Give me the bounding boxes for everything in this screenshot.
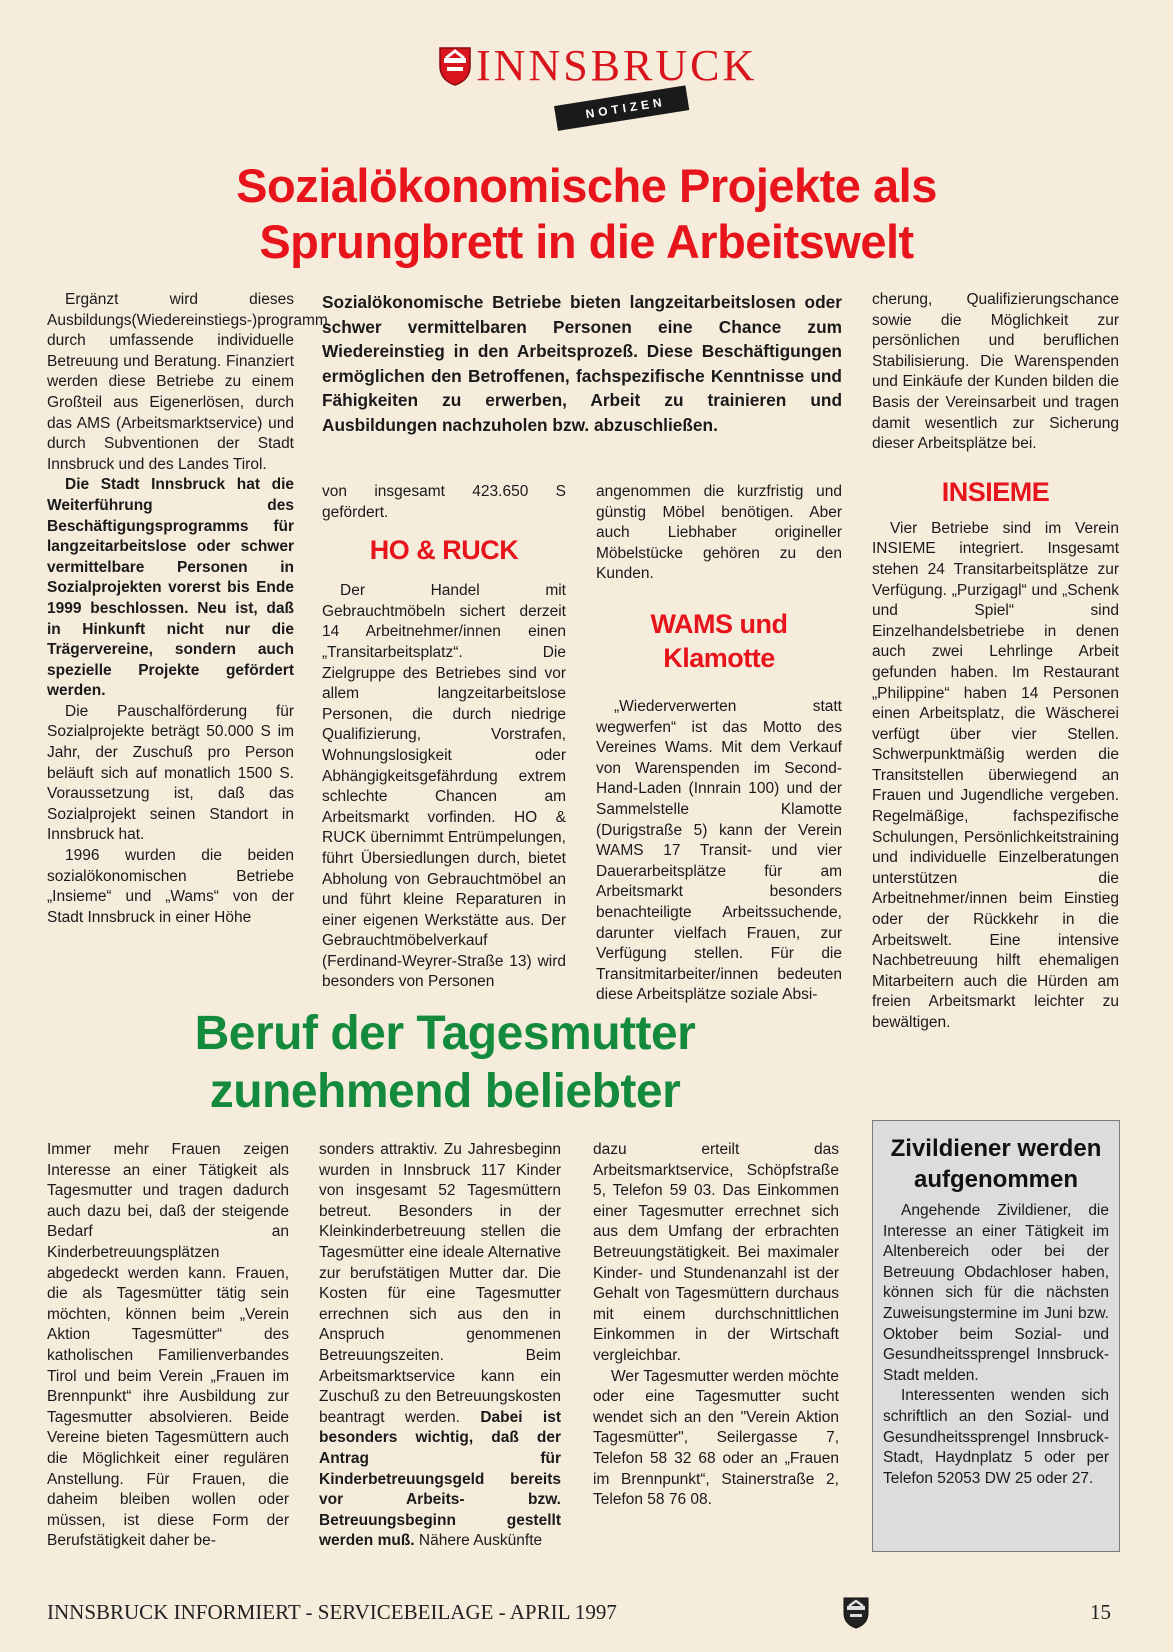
article2-column-3 [593, 1140, 839, 1511]
article2-column-2 [319, 1140, 561, 1552]
paragraph-bold: Die Stadt Innsbruck hat die Weiterführung des Beschäftigungsprogramms für langzeitarbeitslose oder schwer vermittelbare Personen in Sozialprojekten vorerst bis Ende 1999 beschlossen. Neu ist, daß in Hinkunft nicht nur die Trägervereine, sondern auch spezielle Projekte gefördert werden. [47, 476, 294, 700]
footer-page-number: 15 [1090, 1600, 1111, 1624]
paragraph [319, 1140, 561, 1552]
box-title-line2: aufgenommen [913, 1166, 1078, 1193]
article1-column-4 [872, 290, 1119, 1034]
article1-headline [60, 158, 1113, 270]
paragraph: Ergänzt wird dieses Ausbildungs(Wiedereinstiegs-)programm durch umfassende individuelle Betreuung und Beratung. Finanziert werden diese Betriebe zu einem Großteil aus Eigenerlösen, durch das AMS (Arbeitsmarktservice) und durch Subventionen der Stadt Innsbruck und des Landes Tirol. [47, 291, 328, 473]
article1-headline-line2: Sprungbrett in die Arbeitswelt [259, 215, 914, 268]
article1-headline-line1: Sozialökonomische Projekte als [236, 159, 937, 212]
paragraph: Wer Tagesmutter werden möchte oder eine Tagesmutter sucht wendet sich an den "Verein Aktion Tagesmütter", Seilergasse 7, Telefon 58 32 68 oder an „Frauen im Brennpunkt“, Stainerstraße 2, Telefon 58 76 08. [593, 1367, 839, 1509]
paragraph: angenommen die kurzfristig und günstig Möbel benötigen. Aber auch Liebhaber origineller Möbelstücke gehören zu den Kunden. [596, 483, 842, 583]
article1-column-1 [47, 290, 328, 928]
footer-publication: INNSBRUCK INFORMIERT - SERVICEBEILAGE - APRIL 1997 [47, 1600, 617, 1624]
article1-column-2 [322, 482, 566, 993]
article1-column-3 [596, 482, 842, 1006]
paragraph: Der Handel mit Gebrauchtmöbeln sichert derzeit 14 Arbeitnehmer/innen einen „Transitarbeitsplatz“. Die Zielgruppe des Betriebes sind vor allem langzeitarbeitslose Personen, die durch niedrige Qualifizierung, Vorstrafen, Wohnungslosigkeit oder Abhängigkeitsgefährdung extrem schlechte Chancen am Arbeitsmarkt vorfinden. HO & RUCK übernimmt Entrümpelungen, führt Übersiedlungen durch, bietet Abholung von Gebrauchtmöbel an und führt kleine Reparaturen in einer eigenen Werkstätte aus. Der Gebrauchtmöbelverkauf (Ferdinand-Weyrer-Straße 13) wird besonders von Personen [322, 582, 566, 991]
section-heading-ho-ruck: HO & RUCK [369, 535, 519, 566]
section-heading-insieme: INSIEME [941, 476, 1050, 507]
paragraph: Angehende Zivildiener, die Interesse an einer Tätigkeit im Altenbereich oder bei der Betreuung Obdachloser haben, können sich für die nächsten Zuweisungstermine im Juni bzw. Oktober beim Sozial- und Gesundheitssprengel Innsbruck-Stadt melden. [883, 1202, 1109, 1384]
article2-headline-line2: zunehmend beliebter [209, 1065, 681, 1118]
masthead-title: INNSBRUCK [476, 41, 758, 90]
paragraph: Immer mehr Frauen zeigen Interesse an einer Tätigkeit als Tagesmutter und tragen dadurch auch dazu bei, daß der steigende Bedarf an Kinderbetreuungsplätzen abgedeckt werden kann. Frauen, die als Tagesmütter tätig sein möchten, können beim „Verein Aktion Tagesmütter“ des katholischen Familienverbandes Tirol und beim Verein „Frauen im Brennpunkt“ ihre Ausbildung zur Tagesmutter absolvieren. Beide Vereine bieten Tagesmüttern auch die Möglichkeit einer regulären Anstellung. Für Frauen, die daheim bleiben wollen oder müssen, ist diese Form der Berufstätigkeit daher be- [47, 1141, 289, 1550]
box-body [883, 1201, 1109, 1489]
section-heading-wams-line1: WAMS und [650, 608, 788, 639]
paragraph: cherung, Qualifizierungschance sowie die Möglichkeit zur persönlichen und beruflichen Stabilisierung. Die Warenspenden und Einkäufe der Kunden bilden die Basis der Vereinsarbeit und tragen damit wesentlich zur Sicherung dieser Arbeitsplätze bei. [872, 291, 1119, 453]
article1-lead: Sozialökonomische Betriebe bieten langzeitarbeitslosen oder schwer vermittelbaren Personen eine Chance zum Wiedereinstieg in den Arbeitsprozeß. Diese Beschäftigungen ermöglichen den Betroffenen, fachspezifische Kenntnisse und Fähigkeiten zu erwerben, Arbeit zu trainieren und Ausbildungen nachzuholen bzw. abzuschließen. [322, 292, 842, 435]
article2-headline-line1: Beruf der Tagesmutter [194, 1007, 696, 1060]
paragraph: Die Pauschalförderung für Sozialprojekte beträgt 50.000 S im Jahr, der Zuschuß pro Person beläuft sich auf monatlich 1500 S. Voraussetzung ist, daß das Sozialprojekt seinen Standort in Innsbruck hat. [47, 702, 294, 844]
article2-headline [60, 1005, 830, 1121]
section-heading-wams-line2: Klamotte [663, 642, 775, 673]
article2-column-1 [47, 1140, 289, 1552]
paragraph-text: sonders attraktiv. Zu Jahresbeginn wurden in Innsbruck 117 Kinder von insgesamt 52 Tagesmüttern betreut. Besonders in der Kleinkinderbetreuung stellen die Tagesmütter eine ideale Alternative zur berufstätigen Mutter dar. Die Kosten für eine Tagesmutter errechnen sich aus den in Anspruch genommenen Betreuungszeiten. Beim Arbeitsmarktservice kann ein Zuschuß zu den Betreuungskosten beantragt werden. [319, 1141, 561, 1426]
paragraph: von insgesamt 423.650 S gefördert. [322, 483, 566, 521]
footer-crest-icon [842, 1596, 870, 1630]
paragraph-text: Nähere Auskünfte [418, 1532, 543, 1550]
paragraph: Vier Betriebe sind im Verein INSIEME integriert. Insgesamt stehen 24 Transitarbeitsplätze zur Verfügung. „Purzigagl“ und „Schenk und Spiel“ sind Einzelhandelsbetriebe in denen auch zwei Lehrlinge Arbeit gefunden haben. Im Restaurant „Philippine“ haben 14 Personen einen Arbeitsplatz, die Wäscherei verfügt über vier Stellen. Schwerpunktmäßig werden die Transitstellen überwiegend an Frauen und Jugendliche vergeben. Regelmäßige, fachspezifische Schulungen, Persönlichkeitstraining und individuelle Einzelberatungen unterstützen die Arbeitnehmer/innen beim Einstieg oder der Rückkehr in die Arbeitswelt. Eine intensive Nachbetreuung hilft ehemaligen Mitarbeitern auch die Hürden am freien Arbeitsmarkt leichter zu bewältigen. [872, 519, 1119, 1031]
box-title-line1: Zivildiener werden [890, 1135, 1102, 1162]
box-title [873, 1133, 1119, 1195]
paragraph: dazu erteilt das Arbeitsmarktservice, Schöpfstraße 5, Telefon 59 03. Das Einkommen einer Tagesmutter errechnet sich aus dem Umfang der erbrachten Betreuungstätigkeit. Bei maximaler Kinder- und Stundenanzahl ist der Gehalt von Tagesmüttern durchaus mit einem durchschnittlichen Einkommen in der Wirtschaft vergleichbar. [593, 1141, 839, 1364]
masthead-subtitle: NOTIZEN [554, 85, 689, 130]
city-crest-icon [438, 46, 472, 86]
paragraph: 1996 wurden die beiden sozialökonomischen Betriebe „Insieme“ und „Wams“ von der Stadt Innsbruck in einer Höhe [47, 847, 294, 926]
paragraph: „Wiederverwerten statt wegwerfen“ ist das Motto des Vereines Wams. Mit dem Verkauf von Warenspenden im Second-Hand-Laden (Innrain 100) und der Sammelstelle Klamotte (Durigstraße 5) kann der Verein WAMS 17 Transit- und vier Dauerarbeitsplätze für am Arbeitsmarkt besonders benachteiligte Arbeitssuchende, darunter vielfach Frauen, zur Verfügung stellen. Für die Transitmitarbeiter/innen bedeuten diese Arbeitsplätze soziale Absi- [596, 697, 842, 1004]
paragraph: Interessenten wenden sich schriftlich an den Sozial- und Gesundheitssprengel Innsbruck-Stadt, Haydnplatz 5 oder per Telefon 52053 DW 25 oder 27. [883, 1387, 1109, 1487]
masthead [438, 40, 758, 130]
paragraph-bold-text: Dabei ist besonders wichtig, daß der Antrag für Kinderbetreuungsgeld bereits vor Arbeits- bzw. Betreuungsbeginn gestellt werden muß. [319, 1408, 562, 1550]
section-heading-wams [596, 607, 842, 675]
zivildiener-box [872, 1120, 1120, 1552]
